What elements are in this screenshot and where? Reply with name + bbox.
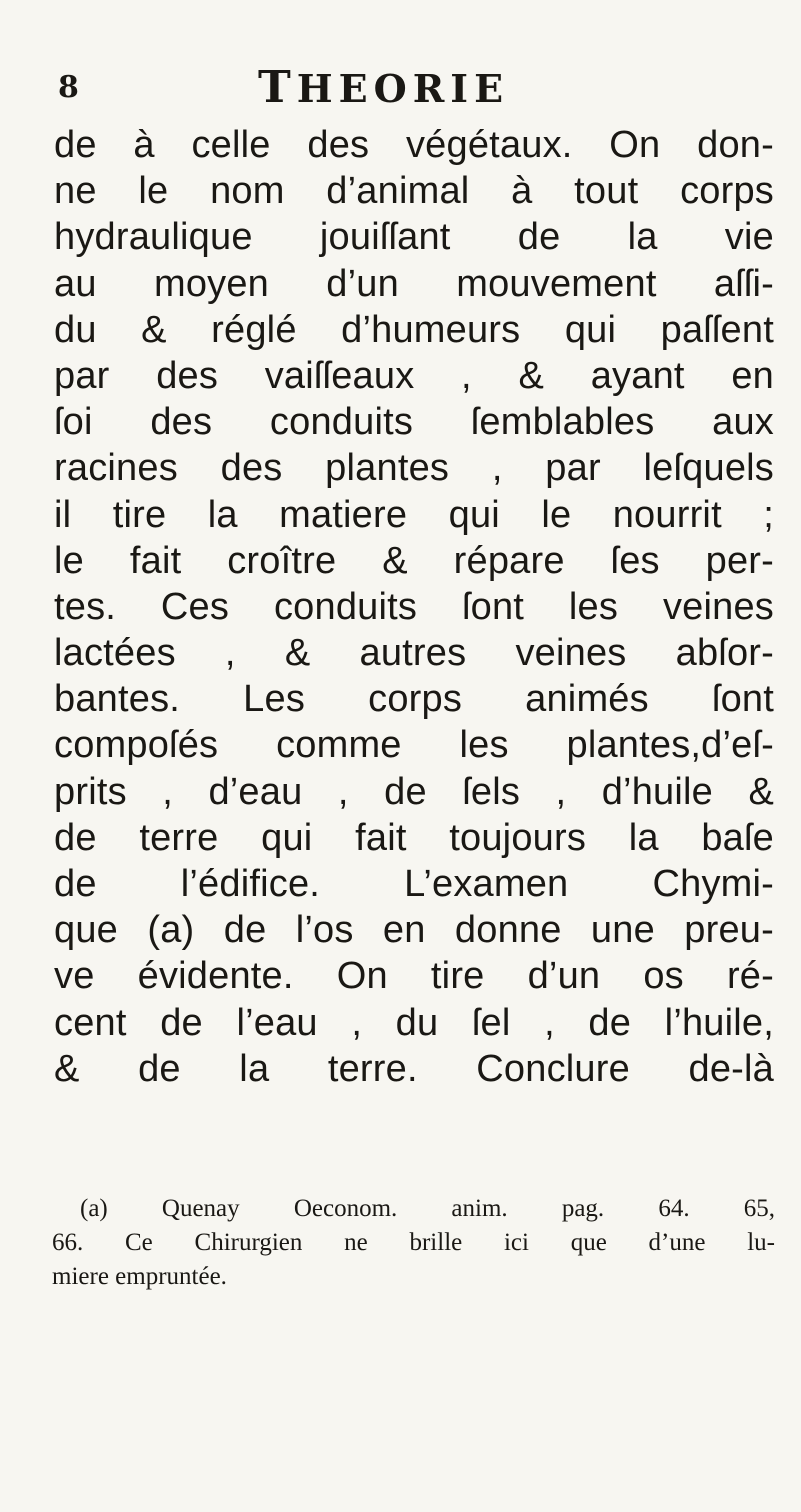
text-line: le fait croître & répare ſes per- xyxy=(54,539,774,582)
running-title-rest: HEORIE xyxy=(296,66,510,111)
text-line: que (a) de l’os en donne une preu- xyxy=(54,909,774,952)
text-line: & de la terre. Conclure de-là xyxy=(54,1047,774,1090)
footnote-line: (a) Quenay Oeconom. anim. pag. 64. 65, xyxy=(80,1195,775,1222)
text-line: cent de l’eau , du ſel , de l’huile, xyxy=(54,1001,774,1044)
running-title-initial: T xyxy=(258,62,297,113)
text-line: ve évidente. On tire d’un os ré- xyxy=(54,955,774,998)
text-line: de terre qui fait toujours la baſe xyxy=(54,816,774,859)
footnote-line: miere empruntée. xyxy=(52,1263,227,1290)
text-line: hydraulique jouiſſant de la vie xyxy=(54,216,774,259)
text-line: de l’édifice. L’examen Chymi- xyxy=(54,863,774,905)
text-line: lactées , & autres veines abſor- xyxy=(54,632,774,675)
text-line: racines des plantes , par leſquels xyxy=(54,447,774,490)
running-title xyxy=(258,62,510,113)
text-line: de à celle des végétaux. On don- xyxy=(54,124,774,166)
text-line: ſoi des conduits ſemblables aux xyxy=(54,401,774,444)
text-line: ne le nom d’animal à tout corps xyxy=(54,170,774,213)
text-line: au moyen d’un mouvement aſſi- xyxy=(54,262,774,305)
footnote xyxy=(52,1192,775,1294)
text-line: tes. Ces conduits ſont les veines xyxy=(54,585,774,628)
page-header xyxy=(58,62,758,118)
text-line: compoſés comme les plantes,d’eſ- xyxy=(54,724,774,767)
text-line: prits , d’eau , de ſels , d’huile & xyxy=(54,770,774,813)
text-line: par des vaiſſeaux , & ayant en xyxy=(54,354,774,397)
text-line: du & réglé d’humeurs qui paſſent xyxy=(54,308,774,351)
text-line: bantes. Les corps animés ſont xyxy=(54,678,774,721)
main-text xyxy=(54,122,774,1092)
page-number: 8 xyxy=(58,70,79,105)
footnote-line: 66. Ce Chirurgien ne brille ici que d’une lu- xyxy=(52,1229,775,1256)
text-line: il tire la matiere qui le nourrit ; xyxy=(54,493,774,536)
